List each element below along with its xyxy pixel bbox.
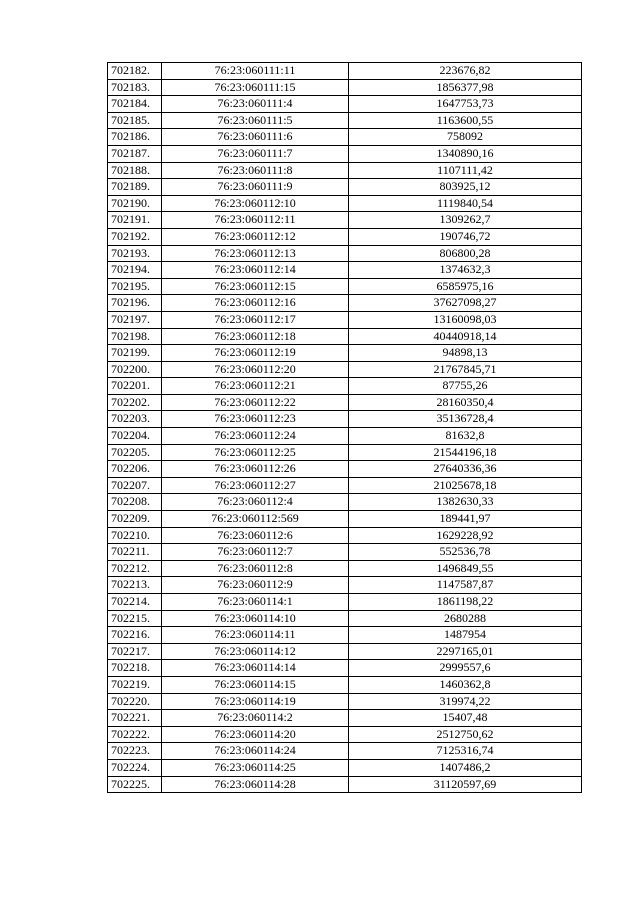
row-number-cell: 702183. [108, 79, 162, 96]
cadastral-value-cell: 94898,13 [349, 345, 582, 362]
cadastral-value-cell: 1856377,98 [349, 79, 582, 96]
table-row [108, 560, 582, 577]
table-row [108, 79, 582, 96]
cadastral-number-cell: 76:23:060112:11 [162, 212, 349, 229]
cadastral-value-cell: 1340890,16 [349, 145, 582, 162]
table-row [108, 527, 582, 544]
cadastral-number-cell: 76:23:060111:7 [162, 145, 349, 162]
table-row [108, 245, 582, 262]
row-number-cell: 702192. [108, 228, 162, 245]
cadastral-number-cell: 76:23:060114:2 [162, 710, 349, 727]
row-number-cell: 702219. [108, 676, 162, 693]
cadastral-number-cell: 76:23:060114:1 [162, 594, 349, 611]
cadastral-value-cell: 21025678,18 [349, 477, 582, 494]
cadastral-number-cell: 76:23:060114:20 [162, 726, 349, 743]
cadastral-value-cell: 758092 [349, 129, 582, 146]
table-row [108, 295, 582, 312]
table-row [108, 328, 582, 345]
cadastral-value-cell: 2999557,6 [349, 660, 582, 677]
row-number-cell: 702210. [108, 527, 162, 544]
cadastral-value-cell: 1147587,87 [349, 577, 582, 594]
table-body [108, 63, 582, 793]
cadastral-value-cell: 1487954 [349, 627, 582, 644]
table-row [108, 278, 582, 295]
cadastral-value-cell: 190746,72 [349, 228, 582, 245]
cadastral-value-cell: 31120597,69 [349, 776, 582, 793]
row-number-cell: 702215. [108, 610, 162, 627]
cadastral-number-cell: 76:23:060112:18 [162, 328, 349, 345]
document-page [107, 62, 582, 793]
cadastral-number-cell: 76:23:060112:17 [162, 311, 349, 328]
table-row [108, 726, 582, 743]
table-row [108, 444, 582, 461]
cadastral-number-cell: 76:23:060112:7 [162, 544, 349, 561]
cadastral-number-cell: 76:23:060112:21 [162, 378, 349, 395]
cadastral-value-cell: 1460362,8 [349, 676, 582, 693]
cadastral-value-cell: 1163600,55 [349, 112, 582, 129]
row-number-cell: 702205. [108, 444, 162, 461]
table-row [108, 660, 582, 677]
row-number-cell: 702193. [108, 245, 162, 262]
cadastral-value-cell: 1407486,2 [349, 759, 582, 776]
table-row [108, 112, 582, 129]
cadastral-number-cell: 76:23:060114:11 [162, 627, 349, 644]
row-number-cell: 702184. [108, 96, 162, 113]
cadastral-value-cell: 81632,8 [349, 428, 582, 445]
table-row [108, 345, 582, 362]
cadastral-value-cell: 1309262,7 [349, 212, 582, 229]
cadastral-value-cell: 87755,26 [349, 378, 582, 395]
row-number-cell: 702202. [108, 394, 162, 411]
row-number-cell: 702214. [108, 594, 162, 611]
cadastral-number-cell: 76:23:060112:569 [162, 511, 349, 528]
cadastral-number-cell: 76:23:060112:24 [162, 428, 349, 445]
cadastral-number-cell: 76:23:060111:11 [162, 63, 349, 80]
row-number-cell: 702199. [108, 345, 162, 362]
row-number-cell: 702188. [108, 162, 162, 179]
table-row [108, 627, 582, 644]
row-number-cell: 702200. [108, 361, 162, 378]
cadastral-number-cell: 76:23:060111:8 [162, 162, 349, 179]
row-number-cell: 702195. [108, 278, 162, 295]
row-number-cell: 702222. [108, 726, 162, 743]
table-row [108, 378, 582, 395]
cadastral-number-cell: 76:23:060112:10 [162, 195, 349, 212]
row-number-cell: 702223. [108, 743, 162, 760]
cadastral-value-table [107, 62, 582, 793]
cadastral-value-cell: 1496849,55 [349, 560, 582, 577]
cadastral-value-cell: 2512750,62 [349, 726, 582, 743]
cadastral-number-cell: 76:23:060114:10 [162, 610, 349, 627]
row-number-cell: 702182. [108, 63, 162, 80]
cadastral-number-cell: 76:23:060111:6 [162, 129, 349, 146]
row-number-cell: 702201. [108, 378, 162, 395]
row-number-cell: 702209. [108, 511, 162, 528]
cadastral-number-cell: 76:23:060114:14 [162, 660, 349, 677]
row-number-cell: 702208. [108, 494, 162, 511]
cadastral-value-cell: 2680288 [349, 610, 582, 627]
table-row [108, 577, 582, 594]
cadastral-value-cell: 1107111,42 [349, 162, 582, 179]
cadastral-value-cell: 27640336,36 [349, 461, 582, 478]
cadastral-number-cell: 76:23:060112:27 [162, 477, 349, 494]
row-number-cell: 702189. [108, 179, 162, 196]
table-row [108, 212, 582, 229]
cadastral-number-cell: 76:23:060114:24 [162, 743, 349, 760]
cadastral-number-cell: 76:23:060112:8 [162, 560, 349, 577]
cadastral-value-cell: 6585975,16 [349, 278, 582, 295]
cadastral-number-cell: 76:23:060112:6 [162, 527, 349, 544]
row-number-cell: 702187. [108, 145, 162, 162]
cadastral-value-cell: 21767845,71 [349, 361, 582, 378]
row-number-cell: 702196. [108, 295, 162, 312]
table-row [108, 610, 582, 627]
row-number-cell: 702221. [108, 710, 162, 727]
table-row [108, 477, 582, 494]
row-number-cell: 702204. [108, 428, 162, 445]
table-row [108, 511, 582, 528]
row-number-cell: 702207. [108, 477, 162, 494]
cadastral-number-cell: 76:23:060111:5 [162, 112, 349, 129]
cadastral-number-cell: 76:23:060112:22 [162, 394, 349, 411]
cadastral-number-cell: 76:23:060111:9 [162, 179, 349, 196]
row-number-cell: 702206. [108, 461, 162, 478]
cadastral-value-cell: 37627098,27 [349, 295, 582, 312]
cadastral-value-cell: 1119840,54 [349, 195, 582, 212]
cadastral-number-cell: 76:23:060112:19 [162, 345, 349, 362]
table-row [108, 428, 582, 445]
row-number-cell: 702225. [108, 776, 162, 793]
table-row [108, 710, 582, 727]
cadastral-value-cell: 15407,48 [349, 710, 582, 727]
cadastral-value-cell: 1382630,33 [349, 494, 582, 511]
cadastral-number-cell: 76:23:060111:15 [162, 79, 349, 96]
table-row [108, 361, 582, 378]
cadastral-number-cell: 76:23:060112:14 [162, 262, 349, 279]
row-number-cell: 702213. [108, 577, 162, 594]
cadastral-number-cell: 76:23:060114:19 [162, 693, 349, 710]
cadastral-number-cell: 76:23:060112:9 [162, 577, 349, 594]
cadastral-number-cell: 76:23:060114:12 [162, 643, 349, 660]
row-number-cell: 702218. [108, 660, 162, 677]
table-row [108, 643, 582, 660]
row-number-cell: 702220. [108, 693, 162, 710]
cadastral-value-cell: 1647753,73 [349, 96, 582, 113]
cadastral-number-cell: 76:23:060114:25 [162, 759, 349, 776]
row-number-cell: 702216. [108, 627, 162, 644]
row-number-cell: 702191. [108, 212, 162, 229]
table-row [108, 676, 582, 693]
row-number-cell: 702186. [108, 129, 162, 146]
cadastral-value-cell: 1861198,22 [349, 594, 582, 611]
cadastral-value-cell: 40440918,14 [349, 328, 582, 345]
table-row [108, 544, 582, 561]
table-row [108, 228, 582, 245]
table-row [108, 179, 582, 196]
cadastral-number-cell: 76:23:060112:26 [162, 461, 349, 478]
cadastral-number-cell: 76:23:060112:15 [162, 278, 349, 295]
table-row [108, 693, 582, 710]
table-row [108, 594, 582, 611]
cadastral-value-cell: 223676,82 [349, 63, 582, 80]
cadastral-value-cell: 1629228,92 [349, 527, 582, 544]
table-row [108, 311, 582, 328]
table-row [108, 145, 582, 162]
table-row [108, 494, 582, 511]
cadastral-number-cell: 76:23:060112:4 [162, 494, 349, 511]
cadastral-number-cell: 76:23:060112:23 [162, 411, 349, 428]
row-number-cell: 702190. [108, 195, 162, 212]
cadastral-value-cell: 189441,97 [349, 511, 582, 528]
table-row [108, 129, 582, 146]
cadastral-number-cell: 76:23:060112:20 [162, 361, 349, 378]
table-row [108, 776, 582, 793]
table-row [108, 461, 582, 478]
row-number-cell: 702197. [108, 311, 162, 328]
cadastral-number-cell: 76:23:060114:15 [162, 676, 349, 693]
row-number-cell: 702217. [108, 643, 162, 660]
cadastral-number-cell: 76:23:060114:28 [162, 776, 349, 793]
row-number-cell: 702198. [108, 328, 162, 345]
row-number-cell: 702211. [108, 544, 162, 561]
cadastral-number-cell: 76:23:060112:25 [162, 444, 349, 461]
cadastral-number-cell: 76:23:060111:4 [162, 96, 349, 113]
cadastral-value-cell: 7125316,74 [349, 743, 582, 760]
row-number-cell: 702224. [108, 759, 162, 776]
table-row [108, 262, 582, 279]
cadastral-value-cell: 552536,78 [349, 544, 582, 561]
row-number-cell: 702203. [108, 411, 162, 428]
table-row [108, 96, 582, 113]
cadastral-number-cell: 76:23:060112:16 [162, 295, 349, 312]
cadastral-value-cell: 13160098,03 [349, 311, 582, 328]
table-row [108, 63, 582, 80]
table-row [108, 411, 582, 428]
table-row [108, 759, 582, 776]
cadastral-value-cell: 803925,12 [349, 179, 582, 196]
table-row [108, 394, 582, 411]
cadastral-number-cell: 76:23:060112:12 [162, 228, 349, 245]
table-row [108, 743, 582, 760]
row-number-cell: 702212. [108, 560, 162, 577]
cadastral-value-cell: 319974,22 [349, 693, 582, 710]
cadastral-value-cell: 28160350,4 [349, 394, 582, 411]
cadastral-value-cell: 35136728,4 [349, 411, 582, 428]
cadastral-number-cell: 76:23:060112:13 [162, 245, 349, 262]
row-number-cell: 702194. [108, 262, 162, 279]
table-row [108, 195, 582, 212]
cadastral-value-cell: 806800,28 [349, 245, 582, 262]
cadastral-value-cell: 2297165,01 [349, 643, 582, 660]
cadastral-value-cell: 21544196,18 [349, 444, 582, 461]
cadastral-value-cell: 1374632,3 [349, 262, 582, 279]
table-row [108, 162, 582, 179]
row-number-cell: 702185. [108, 112, 162, 129]
